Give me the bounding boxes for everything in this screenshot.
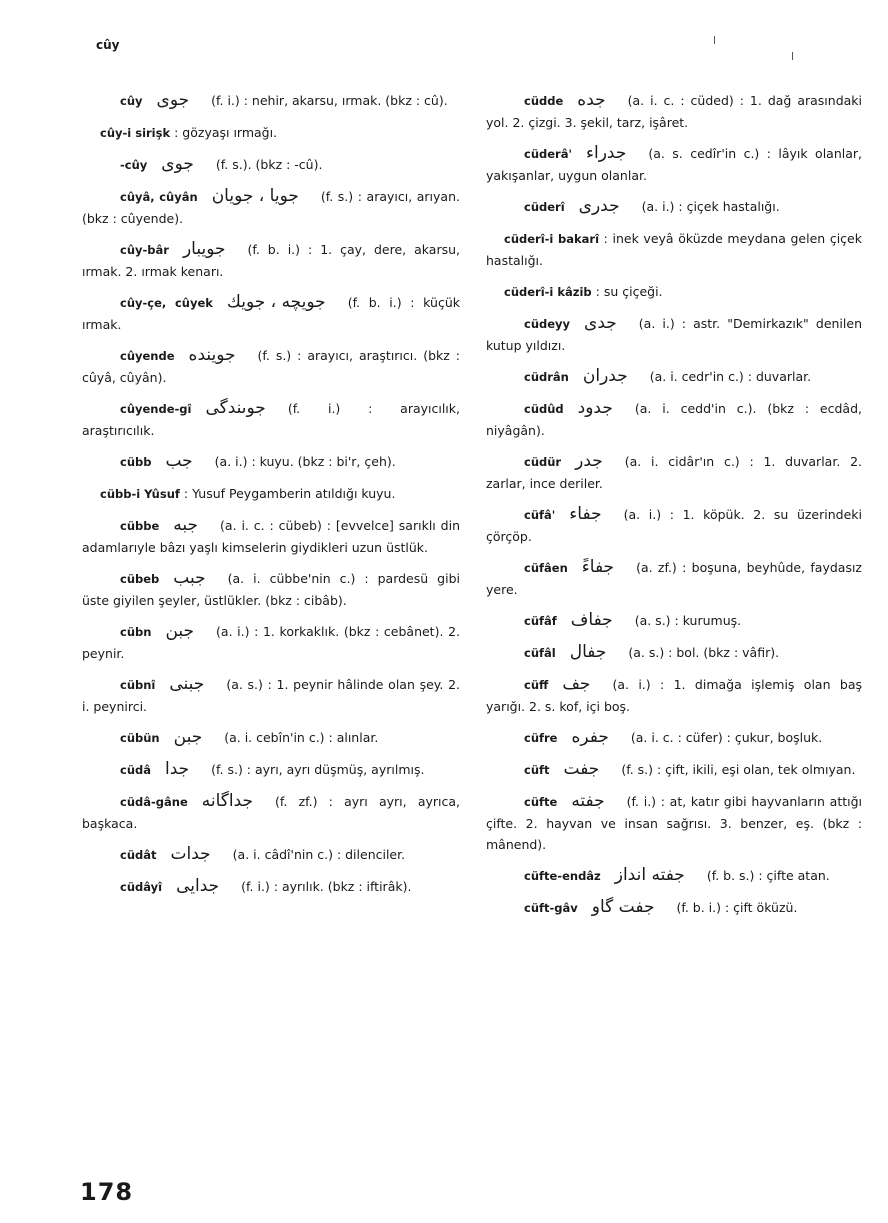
entry-headword: cüdât <box>120 848 157 862</box>
entry-definition: (a. i.) : astr. "Demirkazık" denilen kutup yıldızı. <box>486 316 862 353</box>
entry-arabic-script: جفاء <box>569 504 602 524</box>
entry-headword: cûyâ, cûyân <box>120 190 198 204</box>
entry-definition: (f. i.) : arayıcılık, araştırıcılık. <box>82 401 460 438</box>
entry-headword: cûy <box>120 94 143 108</box>
entry-definition: (a. zf.) : boşuna, beyhûde, faydasız yere. <box>486 560 862 597</box>
entry-arabic-script: جفته <box>571 791 605 811</box>
entry-definition: (a. i. cebîn'in c.) : alınlar. <box>224 730 379 745</box>
entry-arabic-script: جدر <box>575 451 603 471</box>
entry-definition: (a. i.) : kuyu. (bkz : bi'r, çeh). <box>214 454 396 469</box>
entry-headword: cüdür <box>524 455 562 469</box>
dictionary-entry <box>486 313 862 356</box>
entry-headword: cübn <box>120 625 152 639</box>
dictionary-entry <box>486 557 862 600</box>
entry-headword: -cûy <box>120 158 148 172</box>
entry-arabic-script: جويچه ، جويك <box>226 292 326 312</box>
entry-arabic-script: جفاف <box>570 610 613 630</box>
entry-headword: cübnî <box>120 678 156 692</box>
entry-headword: cübün <box>120 731 160 745</box>
entry-headword: cüdâ <box>120 763 151 777</box>
entry-headword: cüfâ' <box>524 508 556 522</box>
entry-arabic-script: جفال <box>569 642 607 662</box>
entry-arabic-script: جوينده <box>188 345 236 365</box>
entry-definition: (a. i.) : çiçek hastalığı. <box>641 199 780 214</box>
entry-headword: cüdâ-gâne <box>120 795 188 809</box>
dictionary-entry <box>82 398 460 441</box>
entry-headword: cüff <box>524 678 549 692</box>
entry-arabic-script: جدايى <box>176 876 220 896</box>
dictionary-entry <box>486 366 862 388</box>
entry-headword: cûy-bâr <box>120 243 169 257</box>
entry-definition: (a. s.) : kurumuş. <box>634 613 742 628</box>
entry-headword: cûyende-gî <box>120 402 192 416</box>
entry-arabic-script: جدران <box>582 366 628 386</box>
entry-definition: (f. i.) : nehir, akarsu, ırmak. (bkz : cû). <box>211 93 448 108</box>
dictionary-entry <box>486 196 862 218</box>
dictionary-entry <box>82 154 460 176</box>
dictionary-entry <box>486 398 862 441</box>
entry-headword: cübbe <box>120 519 160 533</box>
entry-headword: cüderî-i kâzib <box>504 285 592 299</box>
entry-definition: (f. b. s.) : çifte atan. <box>706 868 830 883</box>
entry-headword: cüdde <box>524 94 564 108</box>
dictionary-entry <box>82 345 460 388</box>
entry-definition: (f. s.) : ayrı, ayrı düşmüş, ayrılmış. <box>211 762 425 777</box>
entry-headword: cüderâ' <box>524 147 572 161</box>
entry-arabic-script: جدا <box>165 759 190 779</box>
entry-definition: (f. b. i.) : küçük ırmak. <box>82 295 460 332</box>
entry-definition: : Yusuf Peygamberin atıldığı kuyu. <box>183 486 396 501</box>
entry-headword: cüdâyî <box>120 880 163 894</box>
entry-headword: cübeb <box>120 572 160 586</box>
dictionary-entry <box>486 504 862 547</box>
entry-arabic-script: جبب <box>173 568 206 588</box>
entry-arabic-script: جوىندگى <box>205 398 266 418</box>
entry-arabic-script: جب <box>165 451 193 471</box>
entry-definition: : inek veyâ öküzde meydana gelen çiçek hastalığı. <box>486 231 862 268</box>
dictionary-entry <box>82 186 460 229</box>
entry-arabic-script: جدراء <box>586 143 627 163</box>
entry-definition: (f. s.) : arayıcı, arıyan. (bkz : cûyende). <box>82 189 460 226</box>
dictionary-entry <box>486 228 862 271</box>
entry-definition: : su çiçeği. <box>595 284 663 299</box>
dictionary-entry <box>82 483 460 505</box>
dictionary-entry <box>486 897 862 919</box>
entry-definition: : gözyaşı ırmağı. <box>174 125 278 140</box>
entry-definition: (f. b. i.) : 1. çay, dere, akarsu, ırmak. 2. ırmak kenarı. <box>82 242 460 279</box>
entry-definition: (a. i. c. : cübeb) : [evvelce] sarıklı din adamlarıyle bâzı yaşlı kimselerin giydikleri uzun üstlük. <box>82 518 460 555</box>
dictionary-entry <box>486 642 862 664</box>
entry-arabic-script: جبن <box>173 727 203 747</box>
entry-definition: (a. i. c. : cüded) : 1. dağ arasındaki yol. 2. çizgi. 3. şekil, tarz, işâret. <box>486 93 862 130</box>
entry-arabic-script: جفته انداز <box>614 865 685 885</box>
entry-headword: cüfâen <box>524 561 568 575</box>
dictionary-entry <box>486 90 862 133</box>
entry-definition: (a. i.) : 1. dimağa işlemiş olan baş yarığı. 2. s. kof, içi boş. <box>486 677 862 714</box>
dictionary-entry <box>486 865 862 887</box>
dictionary-entry <box>82 621 460 664</box>
dictionary-entry <box>82 844 460 866</box>
dictionary-entry <box>486 143 862 186</box>
running-header: cûy <box>96 38 120 52</box>
entry-arabic-script: جويا ، جويان <box>211 186 299 206</box>
dictionary-entry <box>82 451 460 473</box>
entry-arabic-script: جوى <box>161 154 194 174</box>
entry-definition: (f. i.) : ayrılık. (bkz : iftirâk). <box>241 879 412 894</box>
dictionary-entry <box>486 610 862 632</box>
entry-definition: (a. s.) : 1. peynir hâlinde olan şey. 2. i. peynirci. <box>82 677 460 714</box>
entry-headword: cûyende <box>120 349 175 363</box>
dictionary-entry <box>486 759 862 781</box>
dictionary-entry <box>486 791 862 855</box>
entry-headword: cübb <box>120 455 152 469</box>
entry-arabic-script: جداگانه <box>201 791 254 811</box>
entry-arabic-script: جفت <box>563 759 600 779</box>
entry-definition: (a. i.) : 1. korkaklık. (bkz : cebânet). 2. peynir. <box>82 624 460 661</box>
entry-headword: cüfâf <box>524 614 557 628</box>
dictionary-entry <box>82 292 460 335</box>
scan-mark <box>714 36 715 44</box>
entry-headword: cüfâl <box>524 646 556 660</box>
entry-definition: (a. i. c. : cüfer) : çukur, boşluk. <box>630 730 823 745</box>
entry-arabic-script: جفاءً <box>581 557 615 577</box>
entry-definition: (a. i. cedd'in c.). (bkz : ecdâd, niyâgân). <box>486 401 862 438</box>
entry-headword: cüdrân <box>524 370 569 384</box>
entry-arabic-script: جدى <box>584 313 617 333</box>
dictionary-entry <box>82 90 460 112</box>
dictionary-entry <box>82 122 460 144</box>
entry-headword: cüfre <box>524 731 558 745</box>
entry-arabic-script: جف <box>562 674 591 694</box>
entry-headword: cûy-i sirişk <box>100 126 171 140</box>
entry-definition: (a. s.) : bol. (bkz : vâfir). <box>628 645 780 660</box>
entry-arabic-script: جده <box>577 90 606 110</box>
entry-arabic-script: جفت گاو <box>591 897 655 917</box>
entry-headword: cûy-çe, cûyek <box>120 296 213 310</box>
entry-headword: cüft <box>524 763 550 777</box>
entry-definition: (a. i. câdî'nin c.) : dilenciler. <box>232 847 406 862</box>
dictionary-entry <box>486 727 862 749</box>
entry-arabic-script: جدود <box>577 398 613 418</box>
dictionary-entry <box>486 281 862 303</box>
entry-headword: cüdûd <box>524 402 564 416</box>
entry-headword: cüfte-endâz <box>524 869 601 883</box>
entry-headword: cüderî <box>524 200 565 214</box>
entry-headword: cüfte <box>524 795 558 809</box>
left-column <box>82 90 460 908</box>
entry-arabic-script: جبه <box>173 515 199 535</box>
entry-arabic-script: جفره <box>571 727 609 747</box>
entry-definition: (a. s. cedîr'in c.) : lâyık olanlar, yakışanlar, uygun olanlar. <box>486 146 862 183</box>
dictionary-entry <box>82 876 460 898</box>
dictionary-entry <box>486 451 862 494</box>
entry-definition: (a. i.) : 1. köpük. 2. su üzerindeki çörçöp. <box>486 507 862 544</box>
dictionary-entry <box>82 727 460 749</box>
entry-headword: cüdeyy <box>524 317 571 331</box>
entry-definition: (f. b. i.) : çift öküzü. <box>676 900 798 915</box>
entry-definition: (a. i. cedr'in c.) : duvarlar. <box>649 369 812 384</box>
entry-arabic-script: جدات <box>170 844 211 864</box>
entry-arabic-script: جبن <box>165 621 195 641</box>
entry-arabic-script: جويبار <box>182 239 226 259</box>
entry-definition: (f. zf.) : ayrı ayrı, ayrıca, başkaca. <box>82 794 460 831</box>
dictionary-entry <box>82 239 460 282</box>
dictionary-entry <box>82 674 460 717</box>
page-number: 178 <box>80 1178 134 1206</box>
entry-definition: (f. s.) : çift, ikili, eşi olan, tek olmıyan. <box>621 762 856 777</box>
entry-definition: (a. i. cidâr'ın c.) : 1. duvarlar. 2. zarlar, ince deriler. <box>486 454 862 491</box>
dictionary-entry <box>82 515 460 558</box>
dictionary-entry <box>486 674 862 717</box>
entry-headword: cüderî-i bakarî <box>504 232 600 246</box>
entry-arabic-script: جبنى <box>169 674 205 694</box>
entry-definition: (f. s.). (bkz : -cû). <box>215 157 323 172</box>
entry-arabic-script: جدرى <box>578 196 620 216</box>
entry-headword: cübb-i Yûsuf <box>100 487 180 501</box>
dictionary-entry <box>82 791 460 834</box>
entry-headword: cüft-gâv <box>524 901 578 915</box>
entry-definition: (f. i.) : at, katır gibi hayvanların attığı çifte. 2. hayvan ve insan sağrısı. 3. benzer, eş. (bkz : mânend). <box>486 794 862 852</box>
right-column <box>486 90 862 929</box>
entry-arabic-script: جوى <box>156 90 190 110</box>
scan-mark <box>792 52 793 60</box>
dictionary-entry <box>82 759 460 781</box>
entry-definition: (f. s.) : arayıcı, araştırıcı. (bkz : cûyâ, cûyân). <box>82 348 460 385</box>
dictionary-entry <box>82 568 460 611</box>
entry-definition: (a. i. cübbe'nin c.) : pardesü gibi üste giyilen şeyler, üstlükler. (bkz : cibâb). <box>82 571 460 608</box>
